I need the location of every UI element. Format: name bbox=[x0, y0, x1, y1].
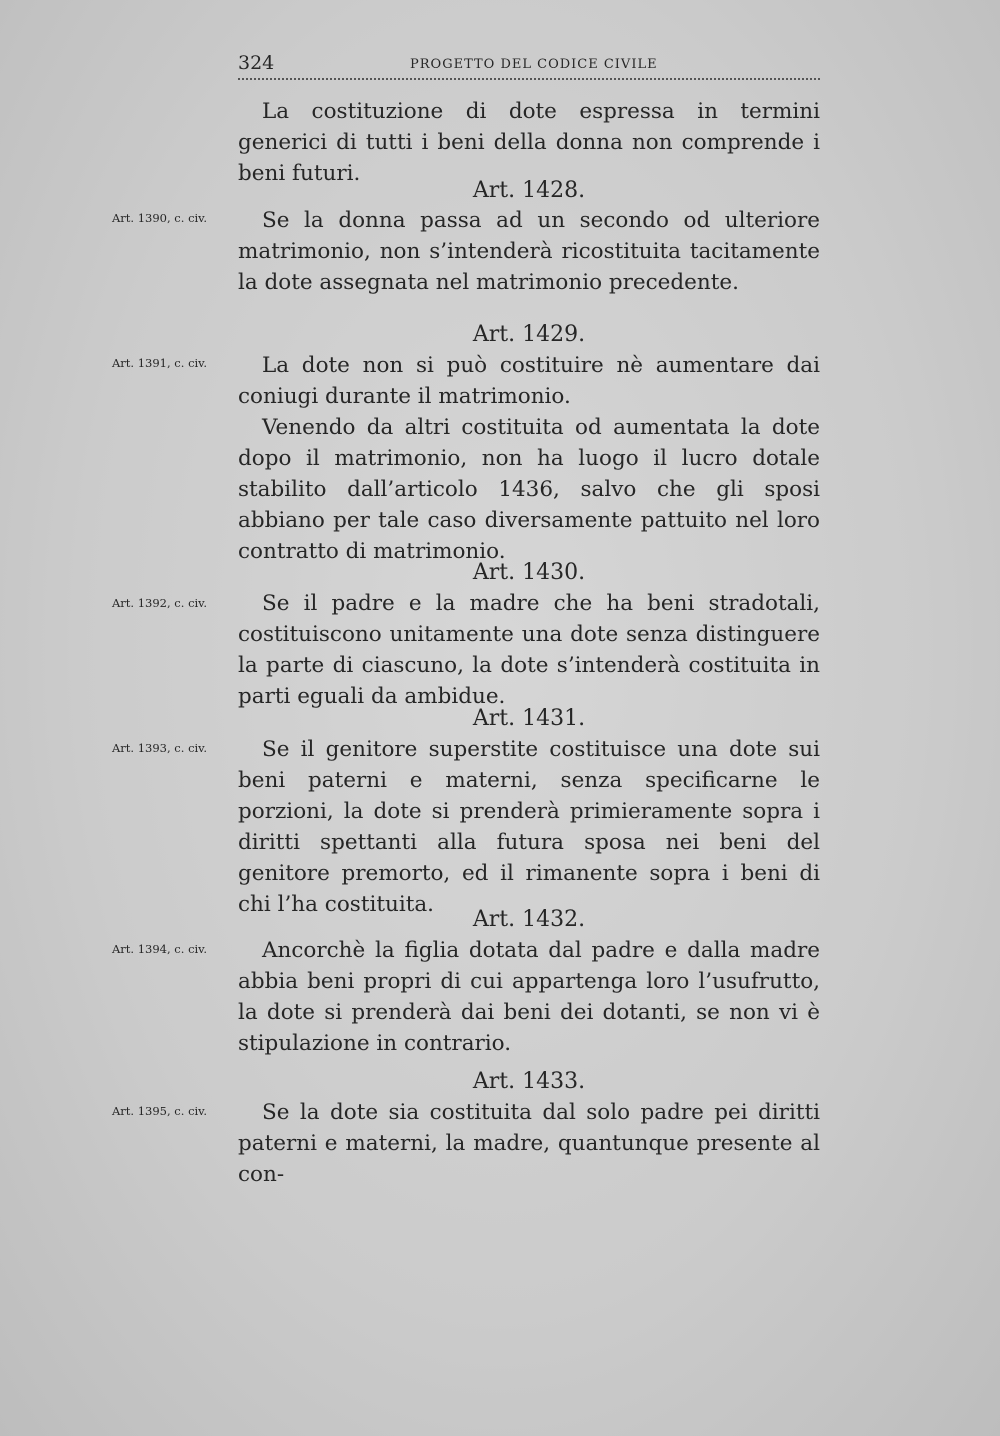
margin-note-1428: Art. 1390, c. civ. bbox=[112, 211, 207, 225]
article-heading-1430: Art. 1430. bbox=[472, 560, 586, 585]
article-1432-paragraph-1: Ancorchè la figlia dotata dal padre e dalla madre abbia beni propri di cui appartenga loro l’usufrutto, la dote si prenderà dai beni dei dotanti, se non vi è stipulazione in contrario. bbox=[238, 938, 820, 1056]
margin-note-1430: Art. 1392, c. civ. bbox=[112, 596, 207, 610]
article-1430-paragraph-1: Se il padre e la madre che ha beni stradotali, costituiscono unitamente una dote senza distinguere la parte di ciascuno, la dote s’intenderà costituita in parti eguali da ambidue. bbox=[238, 591, 820, 709]
margin-note-1432: Art. 1394, c. civ. bbox=[112, 942, 207, 956]
page-number: 324 bbox=[238, 52, 275, 74]
article-heading-1433: Art. 1433. bbox=[472, 1069, 586, 1094]
article-heading-1431: Art. 1431. bbox=[472, 706, 586, 731]
page-header bbox=[238, 52, 820, 80]
running-title: PROGETTO DEL CODICE CIVILE bbox=[410, 57, 658, 72]
article-heading-1432: Art. 1432. bbox=[472, 907, 586, 932]
intro-paragraph: La costituzione di dote espressa in termini generici di tutti i beni della donna non comprende i beni futuri. bbox=[238, 99, 820, 186]
article-heading-1428: Art. 1428. bbox=[472, 178, 586, 203]
margin-note-1433: Art. 1395, c. civ. bbox=[112, 1104, 207, 1118]
article-1431-paragraph-1: Se il genitore superstite costituisce una dote sui beni paterni e materni, senza specificarne le porzioni, la dote si prenderà primieramente sopra i diritti spettanti alla futura sposa nei beni del genitore premorto, ed il rimanente sopra i beni di chi l’ha costituita. bbox=[238, 737, 820, 917]
article-heading-1429: Art. 1429. bbox=[472, 322, 586, 347]
article-1429-paragraph-2: Venendo da altri costituita od aumentata la dote dopo il matrimonio, non ha luogo il lucro dotale stabilito dall’articolo 1436, salvo che gli sposi abbiano per tale caso diversamente pattuito nel loro contratto di matrimonio. bbox=[238, 415, 820, 564]
article-1428-paragraph-1: Se la donna passa ad un secondo od ulteriore matrimonio, non s’intenderà ricostituita tacitamente la dote assegnata nel matrimonio precedente. bbox=[238, 208, 820, 295]
margin-note-1431: Art. 1393, c. civ. bbox=[112, 741, 207, 755]
article-1433-paragraph-1: Se la dote sia costituita dal solo padre pei diritti paterni e materni, la madre, quantunque presente al con- bbox=[238, 1100, 820, 1187]
article-1429-paragraph-1: La dote non si può costituire nè aumentare dai coniugi durante il matrimonio. bbox=[238, 353, 820, 409]
margin-note-1429: Art. 1391, c. civ. bbox=[112, 356, 207, 370]
